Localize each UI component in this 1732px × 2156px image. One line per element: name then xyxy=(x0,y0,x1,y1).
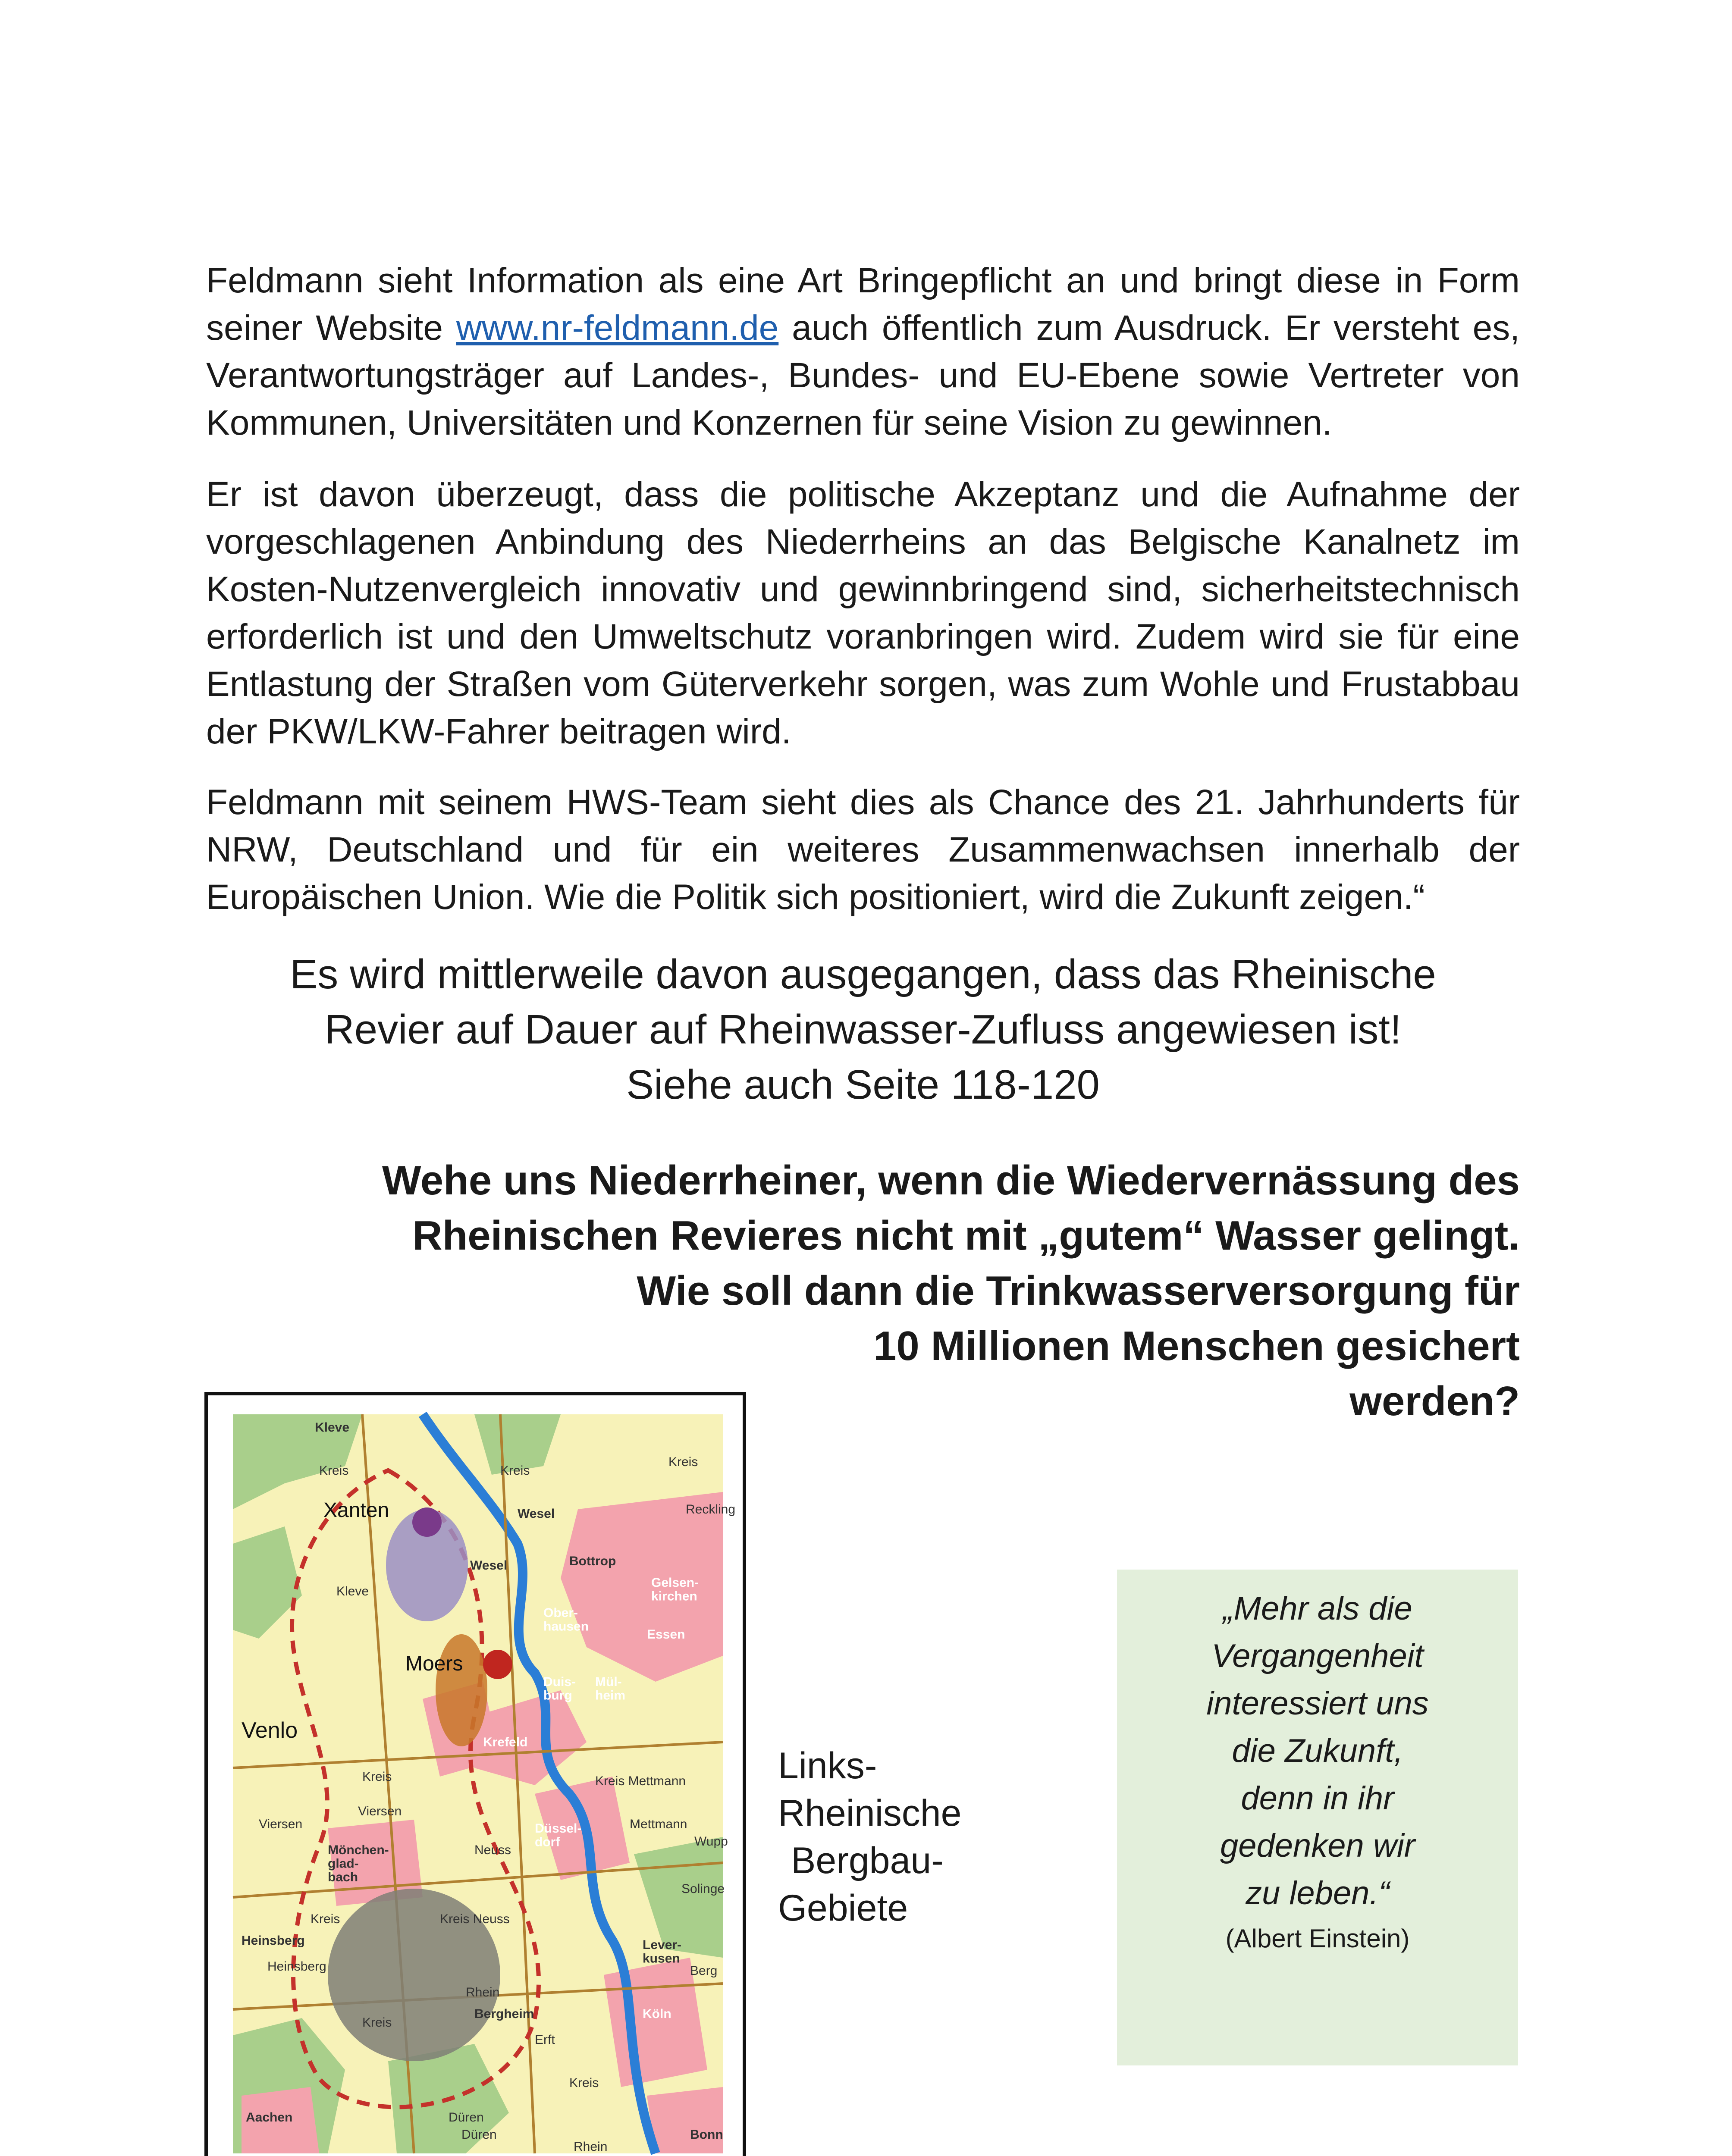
map-label-erft: Erft xyxy=(535,2033,555,2047)
map-label-rhein-1: Rhein xyxy=(466,1985,500,1999)
map-label-recklinghausen: Reckling xyxy=(686,1502,736,1517)
map-label-gelsenkirchen: Gelsen-kirchen xyxy=(651,1576,699,1604)
warning-line-2: Rheinischen Revieres nicht mit „gutem“ Wasser gelingt. xyxy=(412,1213,1520,1259)
map-label-moers: Moers xyxy=(405,1652,463,1675)
map-label-bonn: Bonn xyxy=(690,2128,723,2142)
map-label-moenchengladbach: Mönchen-glad-bach xyxy=(328,1843,389,1884)
paragraph-1-text-start: Feldmann sieht Information als eine Art Bringepflicht an und bringt diese in Form seiner Website xyxy=(206,261,1520,348)
map-label-berg: Berg xyxy=(690,1964,718,1978)
warning-line-5: werden? xyxy=(1349,1378,1520,1424)
map-label-kleve-top: Kleve xyxy=(315,1420,350,1435)
mining-area-map xyxy=(204,1392,746,2156)
map-label-neuss: Neuss xyxy=(474,1843,511,1857)
website-link[interactable]: www.nr-feldmann.de xyxy=(456,308,779,348)
map-marker-moers xyxy=(483,1650,512,1679)
einstein-quote-box xyxy=(1117,1570,1518,2065)
map-label-kreis-7: Kreis xyxy=(569,2076,599,2090)
map-label-bergheim: Bergheim xyxy=(474,2007,534,2021)
warning-line-1: Wehe uns Niederrheiner, wenn die Wiedervernässung des xyxy=(382,1157,1520,1203)
map-label-xanten: Xanten xyxy=(323,1499,389,1522)
map-label-kreis-neuss: Kreis Neuss xyxy=(440,1912,510,1926)
highlight-line-2: Revier auf Dauer auf Rheinwasser-Zufluss angewiesen ist! xyxy=(324,1006,1402,1053)
map-marker-xanten xyxy=(412,1507,442,1537)
map-label-viersen-1: Viersen xyxy=(358,1804,402,1818)
map-label-kreis-5: Kreis xyxy=(311,1912,340,1926)
map-label-koeln: Köln xyxy=(643,2007,671,2021)
paragraph-1 xyxy=(206,257,1520,447)
map-label-mettmann: Mettmann xyxy=(630,1817,687,1831)
highlight-statement xyxy=(206,947,1520,1112)
map-label-kreis-4: Kreis xyxy=(362,1770,392,1784)
map-label-heinsberg-1: Heinsberg xyxy=(242,1934,305,1948)
map-label-oberhausen: Ober-hausen xyxy=(543,1606,589,1634)
map-label-duesseldorf: Düssel-dorf xyxy=(535,1821,582,1849)
quote-author: (Albert Einstein) xyxy=(1225,1924,1410,1953)
map-label-kleve-2: Kleve xyxy=(336,1584,369,1598)
map-caption-line-3: Bergbau- xyxy=(791,1840,944,1881)
warning-line-4: 10 Millionen Menschen gesichert xyxy=(873,1323,1520,1369)
paragraph-1-text-end: auch öffentlich zum Ausdruck. Er versteht es, Verantwortungsträger auf Landes-, Bundes- und EU-Ebene sowie Vertreter von Kommunen, Universitäten und Konzernen für seine Vision zu gewinnen. xyxy=(206,308,1520,442)
map-caption-line-1: Links- xyxy=(778,1745,877,1786)
map-label-dueren-2: Düren xyxy=(461,2128,497,2142)
map-caption xyxy=(778,1742,1002,1932)
map-label-viersen-2: Viersen xyxy=(259,1817,303,1831)
map-label-kreis-3: Kreis xyxy=(668,1455,698,1469)
map-urban-bonn xyxy=(647,2087,723,2153)
map-label-bottrop: Bottrop xyxy=(569,1554,616,1568)
map-caption-line-2: Rheinische xyxy=(778,1792,962,1834)
paragraph-3: Feldmann mit seinem HWS-Team sieht dies als Chance des 21. Jahrhunderts für NRW, Deutschland und für ein weiteres Zusammenwachsen innerhalb der Europäischen Union. Wie die Politik sich positioniert, wird die Zukunft zeigen.“ xyxy=(206,783,1520,917)
map-label-dueren-1: Düren xyxy=(449,2110,484,2125)
map-label-duisburg: Duis-burg xyxy=(543,1675,576,1703)
map-label-muelheim: Mül-heim xyxy=(595,1675,626,1703)
map-label-wesel-2: Wesel xyxy=(470,1558,508,1573)
highlight-line-1: Es wird mittlerweile davon ausgegangen, dass das Rheinische xyxy=(290,951,1436,997)
warning-statement xyxy=(183,1153,1520,1429)
map-label-kreis-1: Kreis xyxy=(319,1463,349,1478)
map-label-heinsberg-2: Heinsberg xyxy=(267,1959,326,1974)
map-label-aachen: Aachen xyxy=(246,2110,293,2125)
map-caption-line-4: Gebiete xyxy=(778,1887,908,1929)
map-label-leverkusen: Lever-kusen xyxy=(643,1938,682,1966)
map-label-kreis-6: Kreis xyxy=(362,2015,392,2030)
map-label-wuppertal: Wupp xyxy=(694,1834,728,1849)
warning-line-3: Wie soll dann die Trinkwasserversorgung für xyxy=(637,1268,1520,1314)
map-label-kreis-2: Kreis xyxy=(500,1463,530,1478)
map-label-essen: Essen xyxy=(647,1627,685,1642)
map-graphic xyxy=(233,1414,736,2154)
map-area-moers xyxy=(436,1634,487,1746)
map-label-krefeld: Krefeld xyxy=(483,1735,528,1749)
map-label-venlo: Venlo xyxy=(242,1718,298,1743)
highlight-line-3: Siehe auch Seite 118-120 xyxy=(626,1062,1100,1108)
map-label-rhein-2: Rhein xyxy=(574,2140,608,2154)
map-label-solingen: Solinge xyxy=(681,1882,725,1896)
quote-text: „Mehr als die Vergangenheit interessiert uns die Zukunft, denn in ihr gedenken wir zu leben.“ xyxy=(1206,1590,1429,1912)
paragraph-2: Er ist davon überzeugt, dass die politische Akzeptanz und die Aufnahme der vorgeschlagenen Anbindung des Niederrheins an das Belgische Kanalnetz im Kosten-Nutzenvergleich innovativ und gewinnbringend sind, sicherheitstechnisch erforderlich ist und den Umweltschutz voranbringen wird. Zudem wird sie für eine Entlastung der Straßen vom Güterverkehr sorgen, was zum Wohle und Frustabbau der PKW/LKW-Fahrer beitragen wird. xyxy=(206,475,1520,751)
map-label-wesel-1: Wesel xyxy=(518,1507,555,1521)
map-label-kreis-mettmann: Kreis Mettmann xyxy=(595,1774,686,1788)
